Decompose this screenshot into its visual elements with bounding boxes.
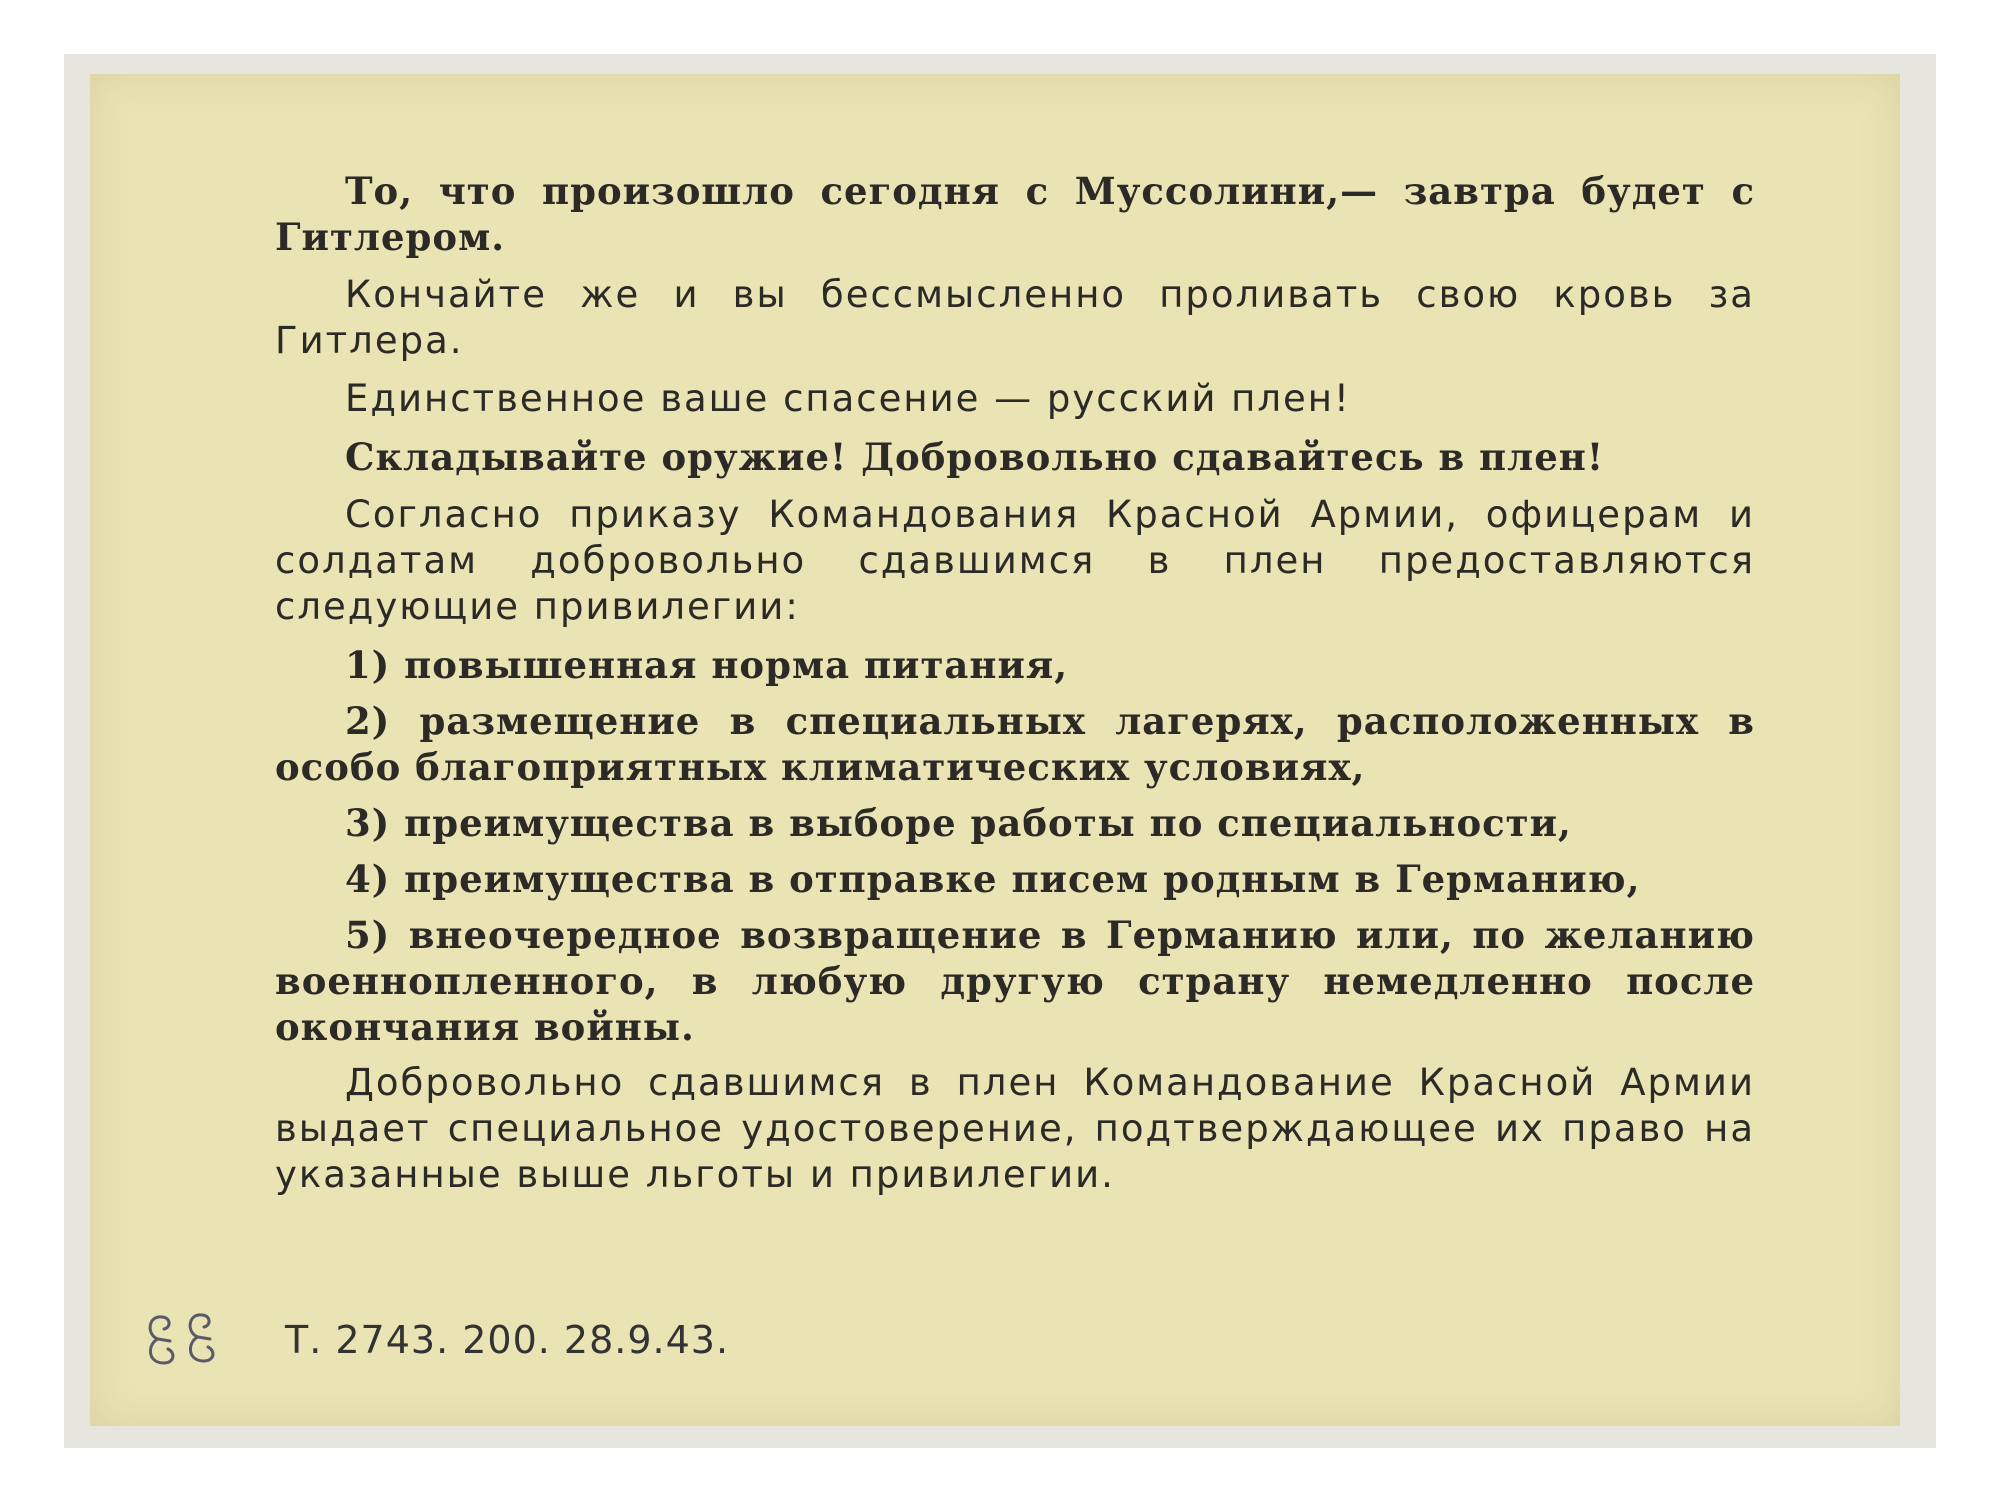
privilege-item: 3) преимущества в выборе работы по специальности, [345, 801, 1572, 845]
paragraph-salvation: Единственное ваше спасение — русский плен! [345, 377, 1351, 420]
paragraph-stop-bleeding: Кончайте же и вы бессмысленно проливать свою кровь за Гитлера. [275, 273, 1755, 362]
paragraph-certificate: Добровольно сдавшимся в плен Командование Красной Армии выдает специальное удостоверение, подтверждающее их право на указанные выше льготы и привилегии. [275, 1061, 1755, 1196]
paragraph-mussolini: То, что произошло сегодня с Муссолини,— завтра будет с Гитлером. [275, 169, 1755, 259]
privilege-item: 5) внеочередное возвращение в Германию или, по желанию военнопленного, в любую другую страну немедленно после окончания войны. [275, 913, 1755, 1049]
handwritten-initials-signature [140, 1305, 230, 1375]
leaflet-body [275, 168, 1755, 1210]
paragraph-surrender-call: Складывайте оружие! Добровольно сдавайтесь в плен! [345, 435, 1605, 479]
paragraph-order: Согласно приказу Командования Красной Армии, офицерам и солдатам добровольно сдавшимся в плен предоставляются следующие привилегии: [275, 493, 1755, 628]
privilege-item: 4) преимущества в отправке писем родным в Германию, [345, 857, 1641, 901]
privilege-item: 2) размещение в специальных лагерях, расположенных в особо благоприятных климатических условиях, [275, 699, 1755, 789]
print-code: Т. 2743. 200. 28.9.43. [285, 1318, 730, 1362]
privilege-item: 1) повышенная норма питания, [345, 643, 1069, 687]
